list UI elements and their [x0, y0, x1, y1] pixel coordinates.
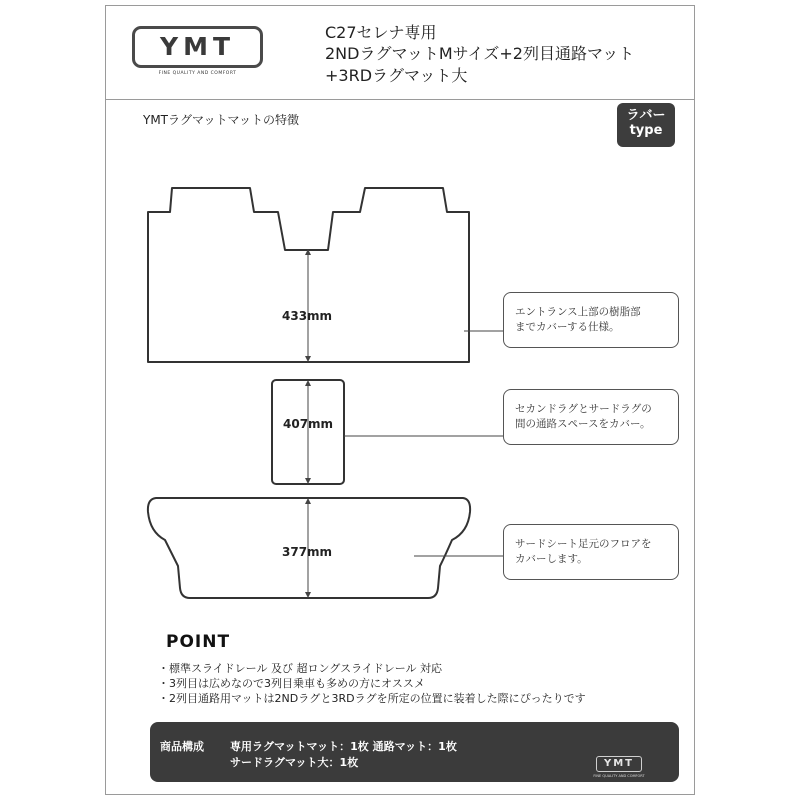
callout-text: エントランス上部の樹脂部 — [515, 306, 641, 318]
composition-line-1: 専用ラグマットマット：1枚 通路マット：1枚 — [230, 740, 457, 753]
callout-text: までカバーする仕様。 — [515, 321, 620, 333]
list-item: ・ 標準スライドレール 及び 超ロングスライドレール 対応 — [158, 661, 586, 676]
aisle-dimension-label: 407mm — [283, 417, 334, 431]
callout-text: サードシート足元のフロアを — [515, 538, 652, 550]
composition-label: 商品構成 — [160, 740, 204, 753]
badge-line-2: type — [629, 123, 663, 138]
list-item: ・ 3列目は広めなので3列目乗車も多めの方にオススメ — [158, 676, 586, 691]
second-row-dimension-label: 433mm — [282, 309, 333, 323]
logo-small-tagline: FINE QUALITY AND COMFORT — [593, 774, 645, 778]
third-row-dimension-label: 377mm — [282, 545, 333, 559]
product-title-line-1: C27セレナ専用 — [325, 23, 437, 42]
callout-text: セカンドラグとサードラグの — [515, 403, 652, 415]
ymt-logo-small — [596, 756, 642, 772]
logo-tagline: FINE QUALITY AND COMFORT — [158, 71, 237, 76]
second-row-callout — [503, 292, 679, 348]
logo-small-text: YMT — [603, 758, 634, 769]
callout-text: 間の通路スペースをカバー。 — [515, 418, 651, 430]
list-item: ・ 2列目通路用マットは2NDラグと3RDラグを所定の位置に装着した際にぴったりです — [158, 691, 586, 706]
callout-text: カバーします。 — [515, 553, 588, 565]
point-list — [158, 661, 586, 706]
badge-line-1: ラバー — [626, 108, 666, 123]
composition-bar — [150, 722, 679, 782]
features-title: YMTラグマットマットの特徴 — [143, 113, 300, 127]
point-title: POINT — [166, 632, 231, 652]
product-title-line-3: +3RDラグマット大 — [325, 66, 468, 85]
product-title-line-2: 2NDラグマットMサイズ+2列目通路マット — [325, 44, 635, 63]
aisle-callout — [503, 389, 679, 445]
third-row-callout — [503, 524, 679, 580]
logo-text: YMT — [159, 32, 236, 61]
composition-line-2: サードラグマット大：1枚 — [230, 756, 359, 769]
